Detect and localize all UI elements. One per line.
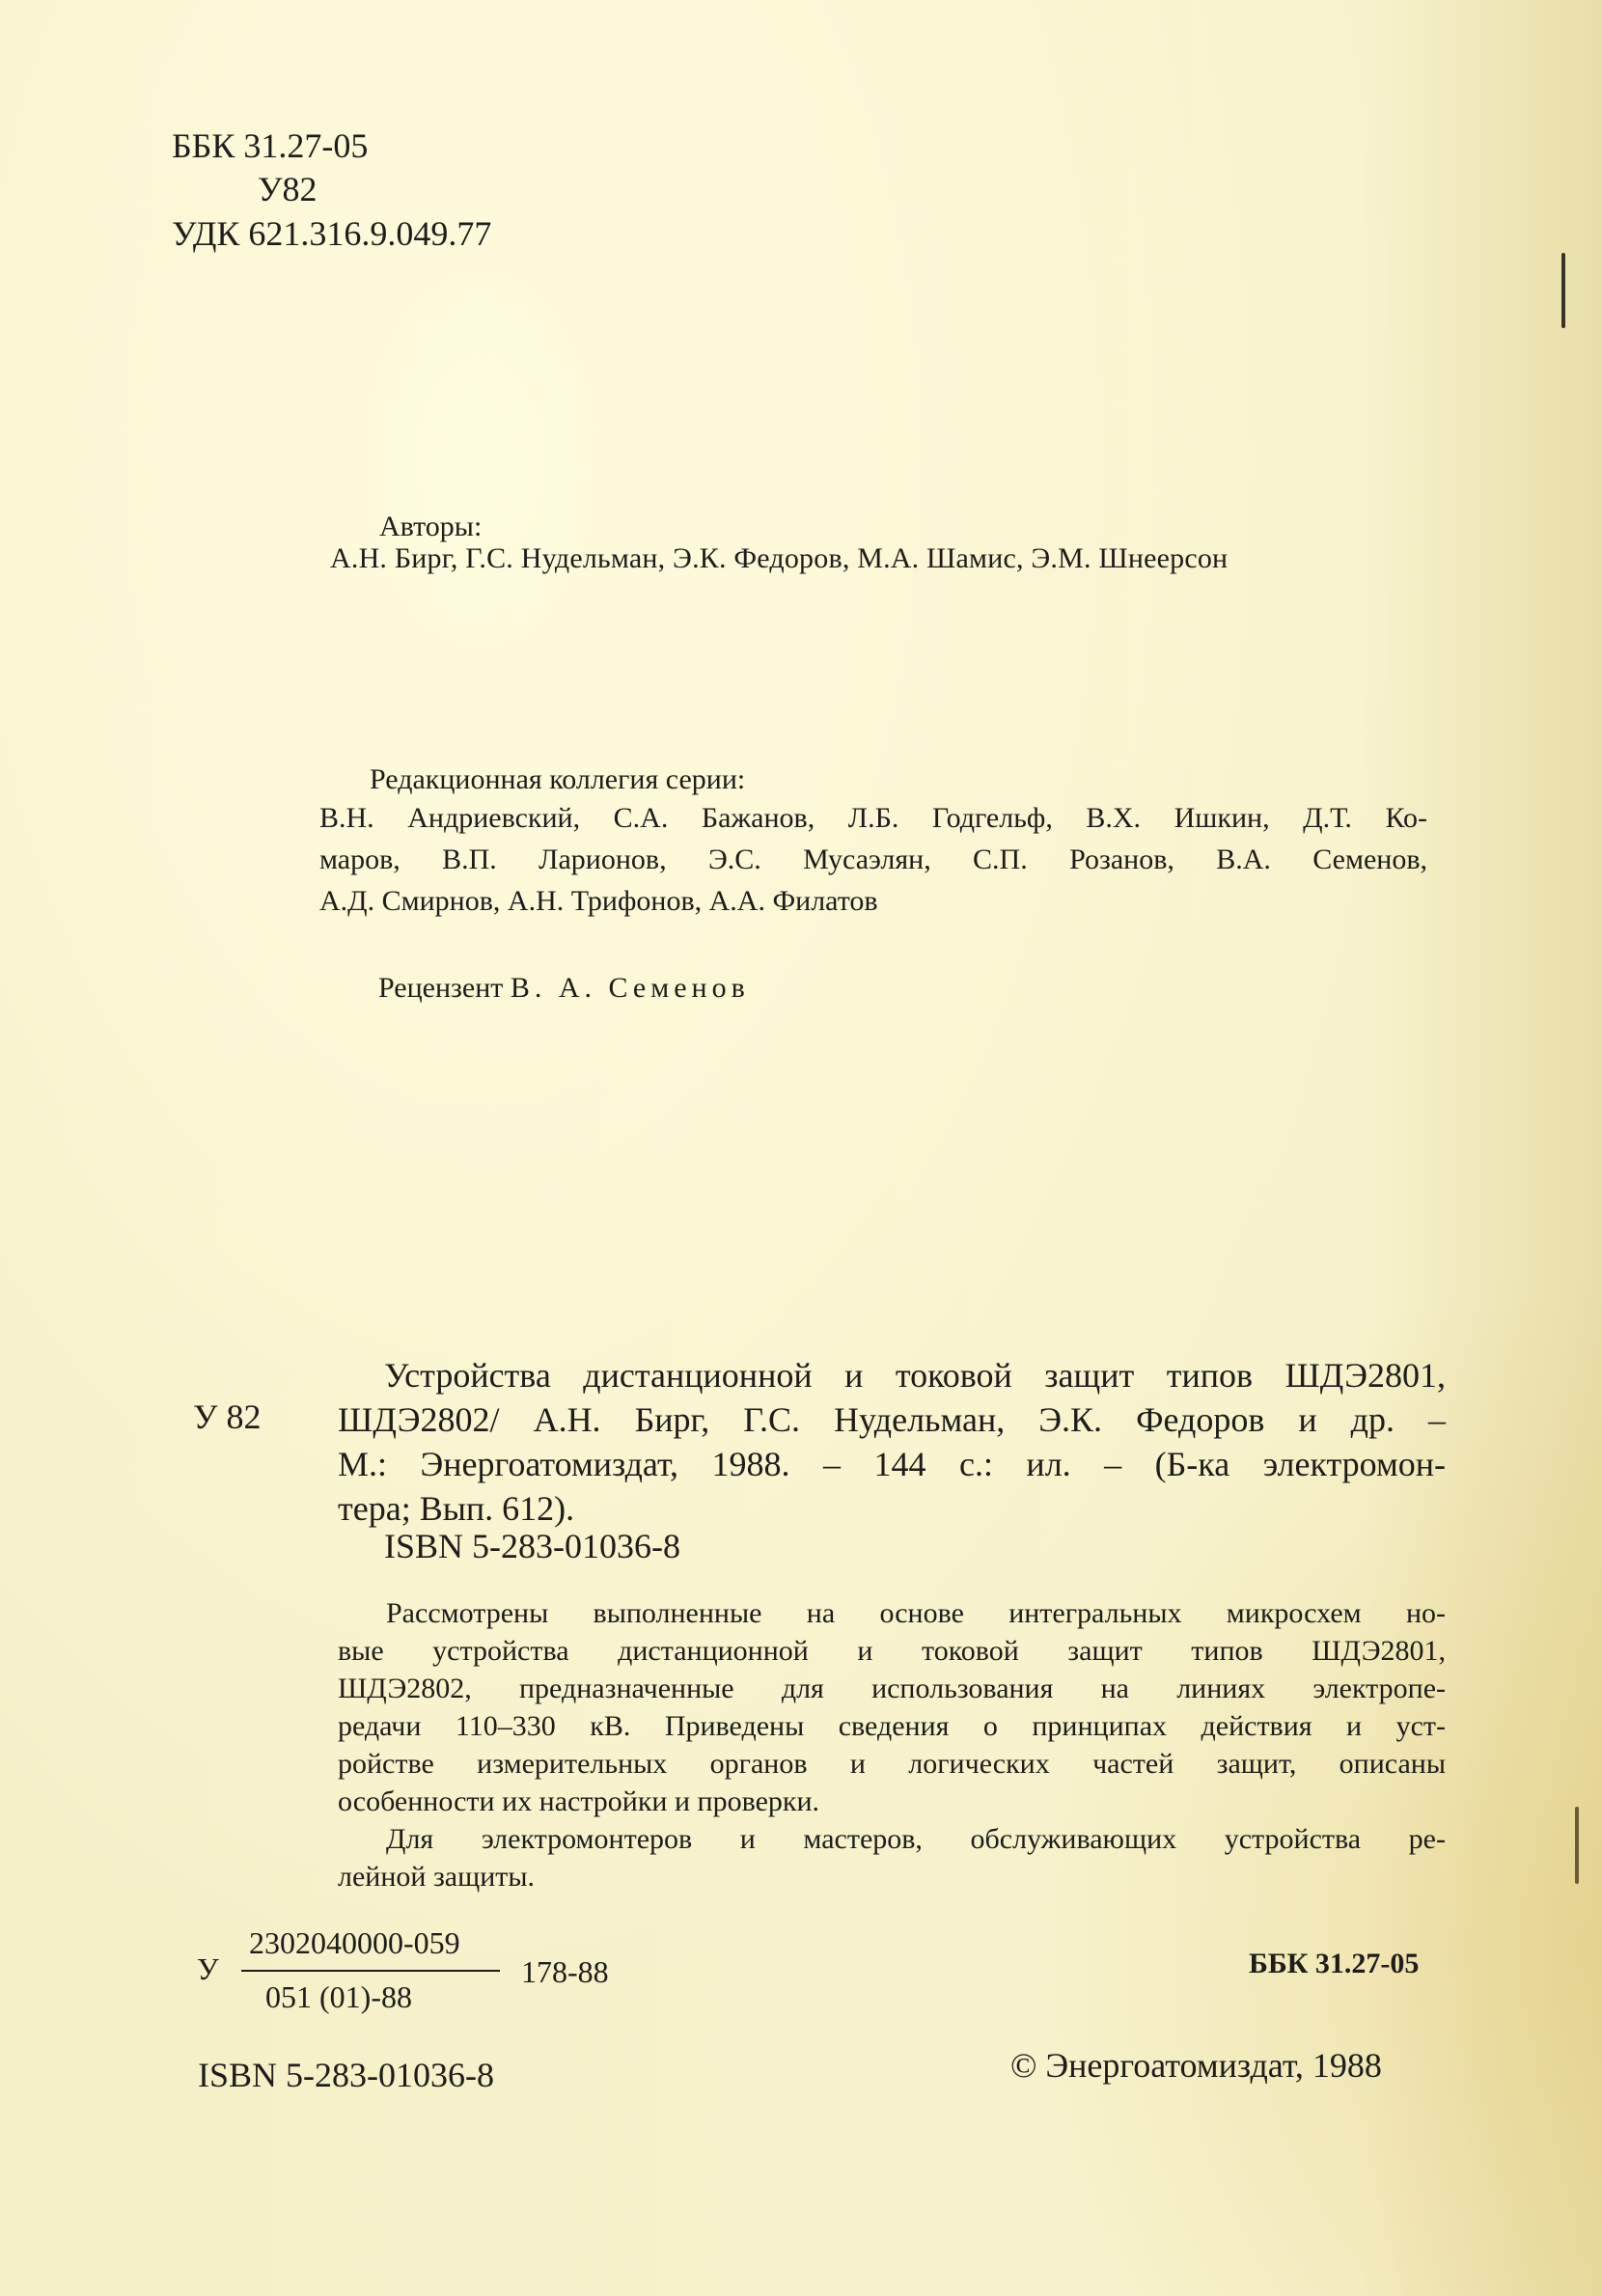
- editorial-board-label: Редакционная коллегия серии:: [370, 763, 746, 795]
- index-numerator: 2302040000-059: [249, 1925, 460, 1960]
- isbn-bottom: ISBN 5-283-01036-8: [198, 2056, 494, 2094]
- editorial-board-line: В.Н. Андриевский, С.А. Бажанов, Л.Б. Годгельф, В.Х. Ишкин, Д.Т. Ко-: [319, 802, 1427, 834]
- editorial-board-line: маров, В.П. Ларионов, Э.С. Мусаэлян, С.П. Розанов, В.А. Семенов,: [319, 844, 1427, 875]
- bibliographic-line: ШДЭ2802/ А.Н. Бирг, Г.С. Нудельман, Э.К. Федоров и др. –: [338, 1400, 1446, 1439]
- reviewer: [378, 971, 750, 1006]
- annotation-line: особенности их настройки и проверки.: [338, 1785, 820, 1817]
- index-suffix: 178-88: [521, 1954, 609, 1989]
- bibliographic-side-code: У 82: [193, 1397, 262, 1436]
- bibliographic-line: тера; Вып. 612).: [338, 1489, 575, 1528]
- bibliographic-line: М.: Энергоатомиздат, 1988. – 144 с.: ил. – (Б-ка электромон-: [338, 1445, 1446, 1483]
- reviewer-label: Рецензент: [378, 972, 504, 1004]
- annotation-line: редачи 110–330 кВ. Приведены сведения о принципах действия и уст-: [338, 1710, 1446, 1742]
- page-edge-mark: [1575, 1807, 1579, 1884]
- page-edge-mark: [1561, 253, 1565, 328]
- annotation-line: лейной защиты.: [338, 1861, 536, 1893]
- reviewer-name: В. А. Семенов: [510, 972, 750, 1004]
- authors-names: А.Н. Бирг, Г.С. Нудельман, Э.К. Федоров, М.А. Шамис, Э.М. Шнеерсон: [330, 542, 1229, 574]
- annotation-line: Для электромонтеров и мастеров, обслуживающих устройства ре-: [386, 1823, 1446, 1855]
- copyright: © Энергоатомиздат, 1988: [1010, 2046, 1382, 2085]
- annotation-line: вые устройства дистанционной и токовой защит типов ШДЭ2801,: [338, 1635, 1446, 1667]
- bibliographic-line: Устройства дистанционной и токовой защит типов ШДЭ2801,: [384, 1356, 1446, 1395]
- editorial-board-line: А.Д. Смирнов, А.Н. Трифонов, А.А. Филатов: [319, 885, 878, 917]
- bibliographic-entry: [338, 1353, 1446, 1531]
- annotation-line: Рассмотрены выполненные на основе интегральных микросхем но-: [386, 1597, 1446, 1629]
- index-letter: У: [197, 1951, 219, 1986]
- index-denominator: 051 (01)-88: [265, 1979, 412, 2014]
- udk-code: УДК 621.316.9.049.77: [172, 214, 492, 253]
- authors-label: Авторы:: [379, 511, 483, 542]
- annotation-line: ШДЭ2802, предназначенные для использования на линиях электропе-: [338, 1673, 1446, 1704]
- fraction-bar: [241, 1970, 500, 1972]
- author-sign: У82: [258, 170, 318, 208]
- bbk-code: ББК 31.27-05: [172, 126, 369, 165]
- bbk-code-bottom: ББК 31.27-05: [1249, 1948, 1420, 1979]
- annotation: [338, 1594, 1446, 1895]
- bibliographic-isbn: ISBN 5-283-01036-8: [384, 1527, 680, 1565]
- editorial-board-members: [319, 797, 1427, 922]
- annotation-line: ройстве измерительных органов и логических частей защит, описаны: [338, 1748, 1446, 1780]
